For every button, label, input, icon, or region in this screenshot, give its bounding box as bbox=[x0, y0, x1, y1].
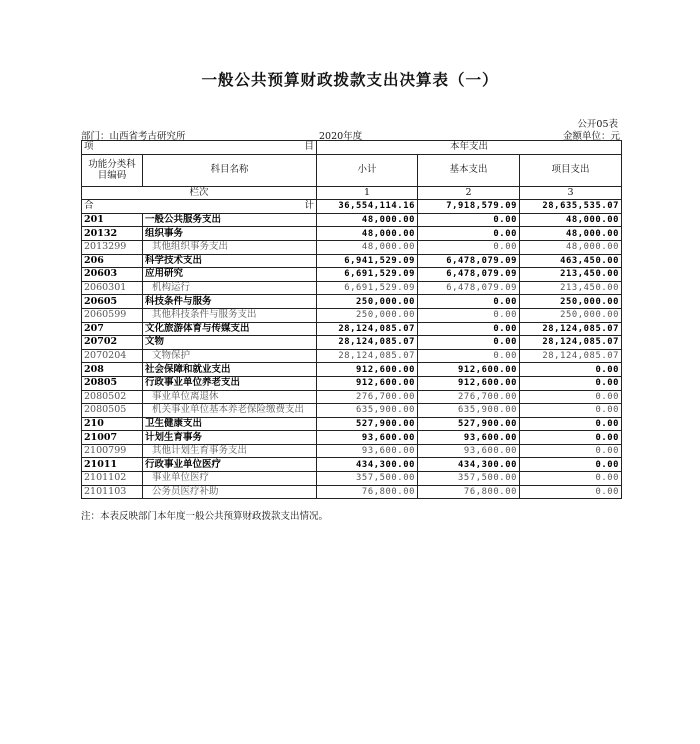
row-subtotal: 434,300.00 bbox=[317, 458, 418, 472]
row-name: 卫生健康支出 bbox=[143, 417, 317, 431]
row-code: 2101103 bbox=[82, 485, 143, 499]
row-name: 社会保障和就业支出 bbox=[143, 363, 317, 377]
row-project: 250,000.00 bbox=[520, 308, 622, 322]
table-row bbox=[82, 336, 622, 350]
footnote: 注：本表反映部门本年度一般公共预算财政拨款支出情况。 bbox=[81, 511, 329, 522]
row-subtotal: 276,700.00 bbox=[317, 390, 418, 404]
row-basic: 527,900.00 bbox=[418, 417, 520, 431]
table-row bbox=[82, 322, 622, 336]
header-row-2 bbox=[82, 154, 622, 186]
column-index-2: 2 bbox=[418, 186, 520, 200]
table-row bbox=[82, 390, 622, 404]
row-name: 组织事务 bbox=[143, 227, 317, 241]
row-code: 20605 bbox=[82, 295, 143, 309]
row-subtotal: 527,900.00 bbox=[317, 417, 418, 431]
row-project: 463,450.00 bbox=[520, 254, 622, 268]
row-subtotal: 6,941,529.09 bbox=[317, 254, 418, 268]
row-code: 210 bbox=[82, 417, 143, 431]
row-basic: 0.00 bbox=[418, 336, 520, 350]
table-row bbox=[82, 268, 622, 282]
row-basic: 357,500.00 bbox=[418, 472, 520, 486]
basic-header: 基本支出 bbox=[418, 154, 520, 186]
table-row bbox=[82, 417, 622, 431]
row-project: 0.00 bbox=[520, 363, 622, 377]
item-header bbox=[82, 141, 317, 155]
row-code: 21011 bbox=[82, 458, 143, 472]
subtotal-header: 小计 bbox=[317, 154, 418, 186]
row-subtotal: 635,900.00 bbox=[317, 404, 418, 418]
row-code: 2070204 bbox=[82, 349, 143, 363]
report-meta bbox=[81, 128, 620, 140]
row-code: 206 bbox=[82, 254, 143, 268]
total-subtotal: 36,554,114.16 bbox=[317, 200, 418, 214]
column-index-3: 3 bbox=[520, 186, 622, 200]
table-row bbox=[82, 295, 622, 309]
row-project: 0.00 bbox=[520, 485, 622, 499]
row-basic: 276,700.00 bbox=[418, 390, 520, 404]
row-code: 20603 bbox=[82, 268, 143, 282]
row-name: 科技条件与服务 bbox=[143, 295, 317, 309]
row-project: 213,450.00 bbox=[520, 268, 622, 282]
row-basic: 93,600.00 bbox=[418, 444, 520, 458]
table-row bbox=[82, 254, 622, 268]
column-index-label: 栏次 bbox=[82, 186, 317, 200]
row-basic: 76,800.00 bbox=[418, 485, 520, 499]
row-subtotal: 48,000.00 bbox=[317, 227, 418, 241]
row-name: 计划生育事务 bbox=[143, 431, 317, 445]
row-basic: 6,478,079.09 bbox=[418, 254, 520, 268]
row-code: 201 bbox=[82, 213, 143, 227]
total-label-right: 计 bbox=[304, 200, 314, 212]
row-name: 应用研究 bbox=[143, 268, 317, 282]
total-row bbox=[82, 200, 622, 214]
table-row bbox=[82, 458, 622, 472]
row-project: 28,124,085.07 bbox=[520, 322, 622, 336]
form-number: 公开05表 bbox=[577, 119, 618, 130]
row-name: 一般公共服务支出 bbox=[143, 213, 317, 227]
row-code: 20702 bbox=[82, 336, 143, 350]
row-subtotal: 48,000.00 bbox=[317, 213, 418, 227]
row-name: 机关事业单位基本养老保险缴费支出 bbox=[143, 404, 317, 418]
row-name: 其他组织事务支出 bbox=[143, 240, 317, 254]
row-name: 文物保护 bbox=[143, 349, 317, 363]
total-label-left: 合 bbox=[84, 200, 94, 212]
table-row bbox=[82, 240, 622, 254]
row-project: 0.00 bbox=[520, 472, 622, 486]
row-subtotal: 250,000.00 bbox=[317, 308, 418, 322]
row-name: 公务员医疗补助 bbox=[143, 485, 317, 499]
table-row bbox=[82, 349, 622, 363]
row-name: 其他计划生育事务支出 bbox=[143, 444, 317, 458]
row-basic: 6,478,079.09 bbox=[418, 268, 520, 282]
item-header-left: 项 bbox=[84, 141, 94, 153]
row-basic: 0.00 bbox=[418, 295, 520, 309]
total-label bbox=[82, 200, 317, 214]
table-row bbox=[82, 281, 622, 295]
table-row bbox=[82, 213, 622, 227]
row-basic: 0.00 bbox=[418, 213, 520, 227]
row-name: 文物 bbox=[143, 336, 317, 350]
row-basic: 0.00 bbox=[418, 308, 520, 322]
row-basic: 912,600.00 bbox=[418, 363, 520, 377]
row-name: 事业单位离退休 bbox=[143, 390, 317, 404]
column-index-row bbox=[82, 186, 622, 200]
table-row bbox=[82, 404, 622, 418]
row-name: 文化旅游体育与传媒支出 bbox=[143, 322, 317, 336]
row-subtotal: 93,600.00 bbox=[317, 444, 418, 458]
row-project: 250,000.00 bbox=[520, 295, 622, 309]
table-row bbox=[82, 363, 622, 377]
row-name: 其他科技条件与服务支出 bbox=[143, 308, 317, 322]
row-code: 2080505 bbox=[82, 404, 143, 418]
total-project: 28,635,535.07 bbox=[520, 200, 622, 214]
row-basic: 434,300.00 bbox=[418, 458, 520, 472]
row-subtotal: 93,600.00 bbox=[317, 431, 418, 445]
row-project: 0.00 bbox=[520, 444, 622, 458]
row-basic: 635,900.00 bbox=[418, 404, 520, 418]
row-project: 48,000.00 bbox=[520, 213, 622, 227]
row-code: 2080502 bbox=[82, 390, 143, 404]
row-code: 2060301 bbox=[82, 281, 143, 295]
row-subtotal: 28,124,085.07 bbox=[317, 336, 418, 350]
row-basic: 93,600.00 bbox=[418, 431, 520, 445]
row-project: 28,124,085.07 bbox=[520, 336, 622, 350]
row-code: 20805 bbox=[82, 376, 143, 390]
row-name: 事业单位医疗 bbox=[143, 472, 317, 486]
row-subtotal: 48,000.00 bbox=[317, 240, 418, 254]
row-subtotal: 357,500.00 bbox=[317, 472, 418, 486]
department-label: 部门：山西省考古研究所 bbox=[81, 131, 186, 142]
table-row bbox=[82, 431, 622, 445]
column-index-1: 1 bbox=[317, 186, 418, 200]
row-subtotal: 250,000.00 bbox=[317, 295, 418, 309]
row-project: 48,000.00 bbox=[520, 240, 622, 254]
row-code: 2013299 bbox=[82, 240, 143, 254]
table-row bbox=[82, 227, 622, 241]
table-row bbox=[82, 308, 622, 322]
expenditure-table bbox=[81, 140, 622, 499]
row-subtotal: 28,124,085.07 bbox=[317, 349, 418, 363]
total-basic: 7,918,579.09 bbox=[418, 200, 520, 214]
table-row bbox=[82, 376, 622, 390]
row-name: 行政事业单位医疗 bbox=[143, 458, 317, 472]
row-name: 行政事业单位养老支出 bbox=[143, 376, 317, 390]
year-label: 2020年度 bbox=[319, 131, 363, 142]
row-code: 21007 bbox=[82, 431, 143, 445]
row-code: 2060599 bbox=[82, 308, 143, 322]
item-header-right: 目 bbox=[304, 141, 314, 153]
row-basic: 0.00 bbox=[418, 322, 520, 336]
table-row bbox=[82, 485, 622, 499]
row-code: 207 bbox=[82, 322, 143, 336]
table-row bbox=[82, 444, 622, 458]
row-code: 2101102 bbox=[82, 472, 143, 486]
row-project: 48,000.00 bbox=[520, 227, 622, 241]
row-code: 20132 bbox=[82, 227, 143, 241]
row-project: 0.00 bbox=[520, 417, 622, 431]
row-project: 0.00 bbox=[520, 404, 622, 418]
row-subtotal: 76,800.00 bbox=[317, 485, 418, 499]
header-row-1 bbox=[82, 141, 622, 155]
subject-name-header: 科目名称 bbox=[143, 154, 317, 186]
table-row bbox=[82, 472, 622, 486]
row-project: 0.00 bbox=[520, 390, 622, 404]
row-project: 28,124,085.07 bbox=[520, 349, 622, 363]
row-subtotal: 28,124,085.07 bbox=[317, 322, 418, 336]
row-project: 0.00 bbox=[520, 458, 622, 472]
row-name: 科学技术支出 bbox=[143, 254, 317, 268]
row-code: 208 bbox=[82, 363, 143, 377]
row-subtotal: 6,691,529.09 bbox=[317, 281, 418, 295]
row-basic: 0.00 bbox=[418, 227, 520, 241]
func-code-header: 功能分类科目编码 bbox=[82, 154, 143, 186]
page-title: 一般公共预算财政拨款支出决算表（一） bbox=[201, 71, 499, 89]
row-project: 0.00 bbox=[520, 431, 622, 445]
row-subtotal: 6,691,529.09 bbox=[317, 268, 418, 282]
row-subtotal: 912,600.00 bbox=[317, 363, 418, 377]
row-basic: 6,478,079.09 bbox=[418, 281, 520, 295]
row-name: 机构运行 bbox=[143, 281, 317, 295]
row-subtotal: 912,600.00 bbox=[317, 376, 418, 390]
row-code: 2100799 bbox=[82, 444, 143, 458]
unit-label: 金额单位：元 bbox=[562, 131, 620, 142]
row-project: 213,450.00 bbox=[520, 281, 622, 295]
row-basic: 0.00 bbox=[418, 349, 520, 363]
current-year-header: 本年支出 bbox=[317, 141, 622, 155]
row-basic: 0.00 bbox=[418, 240, 520, 254]
row-basic: 912,600.00 bbox=[418, 376, 520, 390]
row-project: 0.00 bbox=[520, 376, 622, 390]
project-header: 项目支出 bbox=[520, 154, 622, 186]
